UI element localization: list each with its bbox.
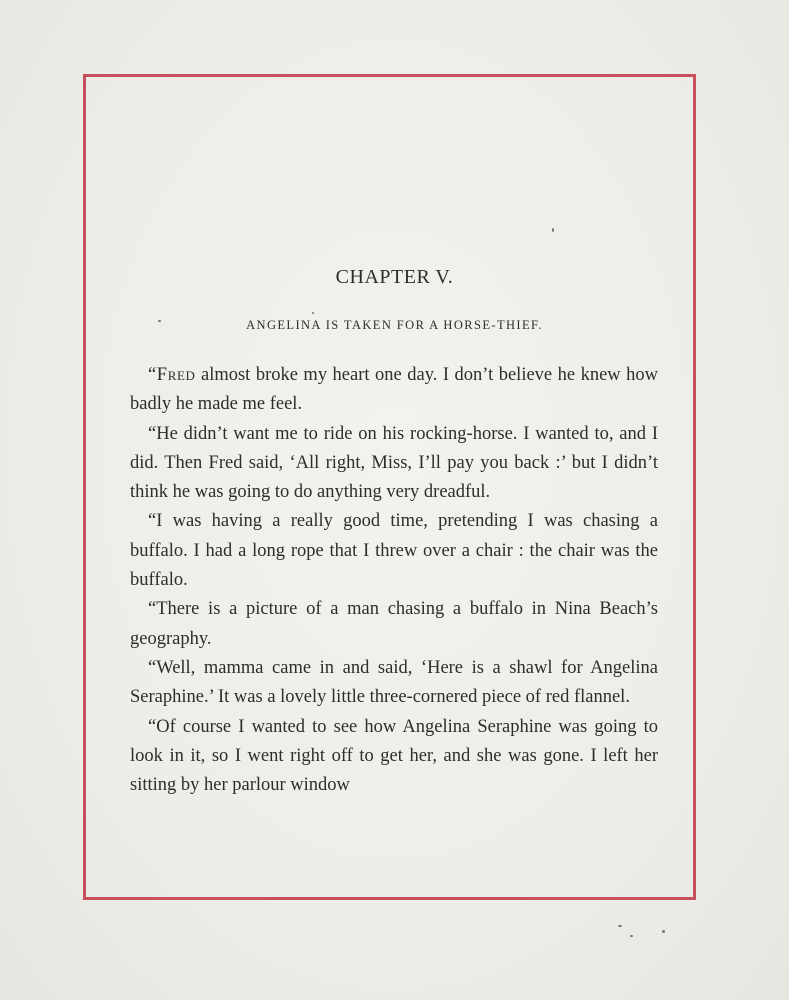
paper-speck	[552, 228, 554, 232]
paragraph	[130, 713, 658, 801]
paragraph-text: “There is a picture of a man chasing a buffalo in Nina Beach’s geography.	[130, 599, 658, 649]
paragraph-text: “Well, mamma came in and said, ‘Here is a shawl for Angelina Seraphine.’ It was a lovely little three-cornered piece of red flannel.	[130, 657, 658, 708]
chapter-body	[130, 361, 658, 800]
paragraph-lead-word: “Fred	[148, 365, 196, 385]
paragraph-text: “He didn’t want me to ride on his rocking-horse. I wanted to, and I did. Then Fred said, ‘All right, Miss, I’ll pay you back :’ but I didn’t think he was going to do anything very dreadful.	[130, 423, 658, 503]
paper-speck	[312, 312, 314, 314]
paragraph	[130, 507, 658, 595]
paragraph-text: almost broke my heart one day. I don’t believe he knew how badly he made me feel.	[130, 365, 658, 415]
paper-speck	[662, 930, 665, 933]
paragraph	[130, 595, 658, 654]
paragraph-text: “I was having a really good time, pretending I was chasing a buffalo. I had a long rope that I threw over a chair : the chair was the buffalo.	[130, 511, 658, 591]
paper-speck	[618, 925, 622, 927]
chapter-title: CHAPTER V.	[335, 266, 454, 288]
paragraph	[130, 420, 658, 508]
paragraph	[130, 361, 658, 420]
paper-speck	[630, 935, 633, 937]
paragraph-text: “Of course I wanted to see how Angelina Seraphine was going to look in it, so I went right off to get her, and she was gone. I left her sitting by her parlour window	[130, 716, 658, 796]
paragraph	[130, 654, 658, 713]
chapter-subtitle: ANGELINA IS TAKEN FOR A HORSE-THIEF.	[246, 318, 543, 332]
paper-speck	[158, 320, 161, 322]
